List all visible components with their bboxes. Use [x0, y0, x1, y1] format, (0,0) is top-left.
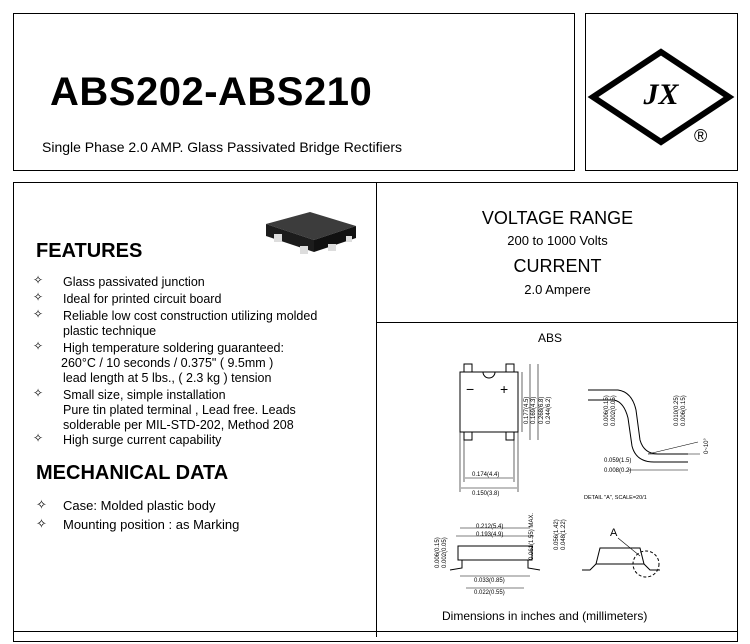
- dim-label: 0.008(0.2): [604, 468, 632, 474]
- dim-label: 0.006(0.15): [604, 395, 610, 426]
- mechanical-item: Mounting position : as Marking: [63, 517, 240, 532]
- feature-line: Small size, simple installation: [63, 388, 226, 402]
- dim-label: 0.193(4.9): [476, 532, 504, 538]
- mechanical-item: Case: Molded plastic body: [63, 498, 216, 513]
- feature-line: Reliable low cost construction utilizing molded: [63, 309, 318, 323]
- logo-box: [585, 13, 738, 171]
- dim-label: 0.048(1.22): [561, 519, 567, 550]
- page-title: ABS202-ABS210: [50, 70, 373, 114]
- dim-label: 0.177(4.5): [524, 396, 530, 424]
- bottom-divider: [13, 631, 738, 632]
- dim-label: 0.268(6.8): [539, 396, 545, 424]
- voltage-range-value: 200 to 1000 Volts: [507, 233, 608, 248]
- dim-label: 0.150(3.8): [472, 491, 500, 497]
- dim-label: 0.061(1.55) MAX.: [529, 512, 535, 560]
- feature-line: Glass passivated junction: [63, 275, 205, 289]
- bullet-icon: ✧: [33, 307, 44, 321]
- plus-sign: +: [500, 381, 509, 397]
- logo-text: JX: [643, 78, 679, 111]
- page-subtitle: Single Phase 2.0 AMP. Glass Passivated Bridge Rectifiers: [42, 139, 403, 155]
- angle-label: 0~10°: [704, 438, 710, 454]
- bullet-icon: ✧: [33, 273, 44, 287]
- package-name: ABS: [537, 331, 562, 345]
- feature-line: High temperature soldering guaranteed:: [63, 341, 284, 355]
- dim-label: 0.212(5.4): [476, 524, 504, 530]
- dim-label: 0.006(0.15): [435, 537, 441, 568]
- bullet-icon: ✧: [33, 290, 44, 304]
- bullet-icon: ✧: [33, 386, 44, 400]
- feature-line: lead length at 5 lbs., ( 2.3 kg ) tension: [63, 371, 272, 385]
- bullet-icon: ✧: [36, 516, 47, 531]
- dim-label: 0.002(0.05): [442, 537, 448, 568]
- ratings-divider: [376, 322, 738, 323]
- minus-sign: −: [466, 381, 475, 397]
- dim-label: 0.006(0.15): [681, 395, 687, 426]
- side-profile: [582, 538, 660, 577]
- feature-line: solderable per MIL-STD-202, Method 208: [63, 418, 294, 432]
- features-heading: FEATURES: [36, 240, 143, 262]
- current-value: 2.0 Ampere: [524, 282, 591, 297]
- dim-label: 0.022(0.55): [474, 590, 505, 596]
- dim-label: 0.002(0.05): [611, 395, 617, 426]
- dim-label: 0.010(0.25): [674, 395, 680, 426]
- bullet-icon: ✧: [33, 431, 44, 445]
- dim-label: 0.244(6.2): [546, 396, 552, 424]
- bullet-icon: ✧: [36, 497, 47, 512]
- detail-marker: A: [610, 527, 618, 539]
- dim-label: 0.169(4.3): [531, 396, 537, 424]
- component-image: [262, 212, 358, 264]
- detail-caption: DETAIL "A", SCALE=20/1: [584, 495, 647, 501]
- dim-label: 0.059(1.5): [604, 458, 632, 464]
- feature-line: High surge current capability: [63, 433, 222, 447]
- feature-line: Pure tin plated terminal , Lead free. Leads: [63, 403, 296, 417]
- column-divider: [376, 182, 377, 637]
- dim-label: 0.056(1.42): [554, 519, 560, 550]
- dim-label: 0.033(0.85): [474, 578, 505, 584]
- registered-mark: ®: [694, 126, 708, 146]
- feature-line: 260°C / 10 seconds / 0.375" ( 9.5mm ): [61, 356, 274, 370]
- mechanical-heading: MECHANICAL DATA: [36, 462, 229, 484]
- dimensions-caption: Dimensions in inches and (millimeters): [442, 609, 648, 623]
- bullet-icon: ✧: [33, 339, 44, 353]
- voltage-range-label: VOLTAGE RANGE: [481, 208, 634, 228]
- dim-label: 0.174(4.4): [472, 472, 500, 478]
- package-drawing: [378, 350, 736, 606]
- feature-line: plastic technique: [63, 324, 157, 338]
- current-label: CURRENT: [513, 256, 602, 276]
- feature-line: Ideal for printed circuit board: [63, 292, 222, 306]
